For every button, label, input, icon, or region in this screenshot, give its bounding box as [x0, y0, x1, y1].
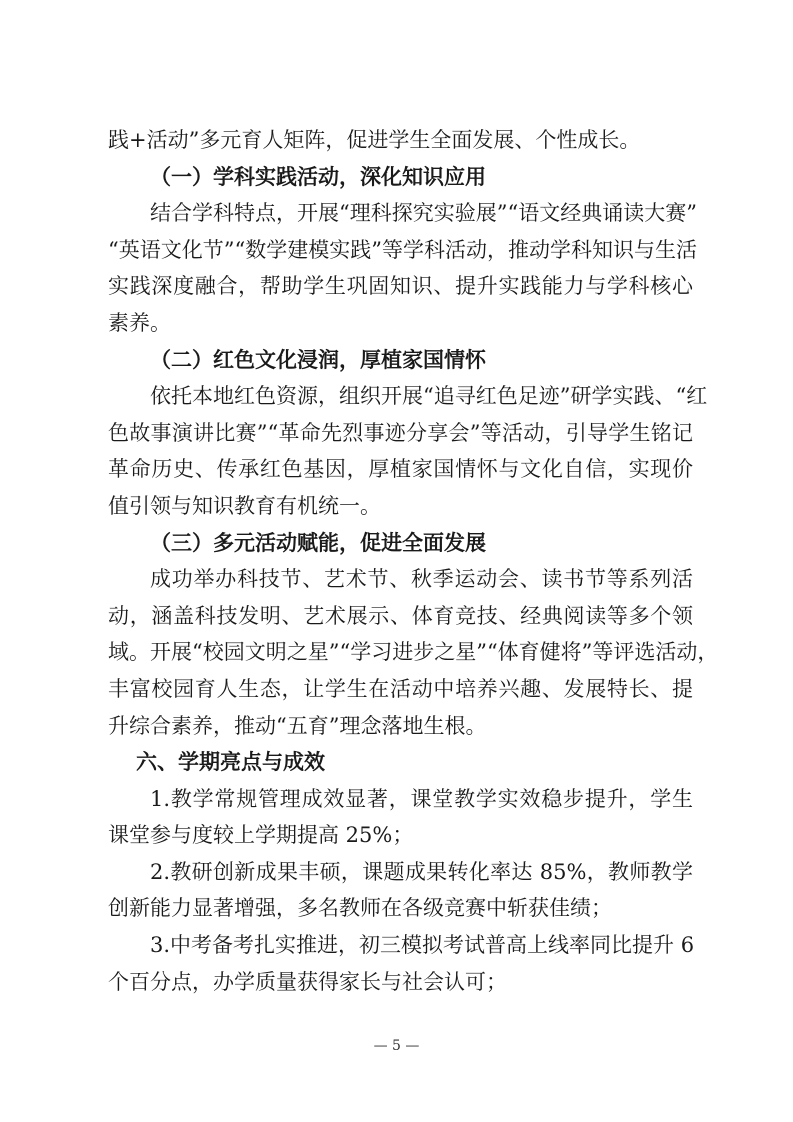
text-line: 践+活动”多元育人矩阵，促进学生全面发展、个性成长。 [108, 128, 641, 152]
text-line: 素养。 [108, 310, 171, 335]
text-line: 个百分点，办学质量获得家长与社会认可； [108, 969, 507, 994]
text-line: 依托本地红色资源，组织开展“追寻红色足迹”研学实践、“红 [150, 384, 708, 409]
text-line: 1.教学常规管理成效显著，课堂教学实效稳步提升，学生 [150, 786, 693, 811]
text-line: 值引领与知识教育有机统一。 [108, 493, 381, 518]
text-line: 成功举办科技节、艺术节、秋季运动会、读书节等系列活 [150, 567, 693, 592]
text-line: 结合学科特点，开展“理科探究实验展”“语文经典诵读大赛” [150, 201, 697, 226]
text-line: 实践深度融合，帮助学生巩固知识、提升实践能力与学科核心 [108, 274, 693, 299]
text-line: 3.中考备考扎实推进，初三模拟考试普高上线率同比提升 6 [150, 933, 695, 958]
text-line: 课堂参与度较上学期提高 25%； [108, 823, 414, 848]
text-line: 丰富校园育人生态，让学生在活动中培养兴趣、发展特长、提 [108, 676, 693, 701]
section-heading: （二）红色文化浸润，厚植家国情怀 [150, 346, 486, 372]
text-line: 动，涵盖科技发明、艺术展示、体育竞技、经典阅读等多个领 [108, 603, 693, 628]
text-line: 2.教研创新成果丰硕，课题成果转化率达 85%，教师教学 [150, 859, 693, 884]
text-line: 升综合素养，推动“五育”理念落地生根。 [108, 713, 487, 738]
text-line: 革命历史、传承红色基因，厚植家国情怀与文化自信，实现价 [108, 457, 693, 482]
section-heading: （三）多元活动赋能，促进全面发展 [150, 529, 486, 555]
text-line: 色故事演讲比赛”“革命先烈事迹分享会”等活动，引导学生铭记 [108, 420, 693, 445]
section-heading: （一）学科实践活动，深化知识应用 [150, 163, 486, 189]
text-line: 域。开展“校园文明之星”“学习进步之星”“体育健将”等评选活动， [108, 640, 719, 665]
text-line: 创新能力显著增强，多名教师在各级竞赛中斩获佳绩； [108, 896, 612, 921]
document-body [108, 122, 719, 1000]
page-number: — 5 — [373, 1038, 420, 1054]
section-heading: 六、学期亮点与成效 [136, 750, 325, 775]
text-line: “英语文化节”“数学建模实践”等学科活动，推动学科知识与生活 [108, 237, 697, 262]
